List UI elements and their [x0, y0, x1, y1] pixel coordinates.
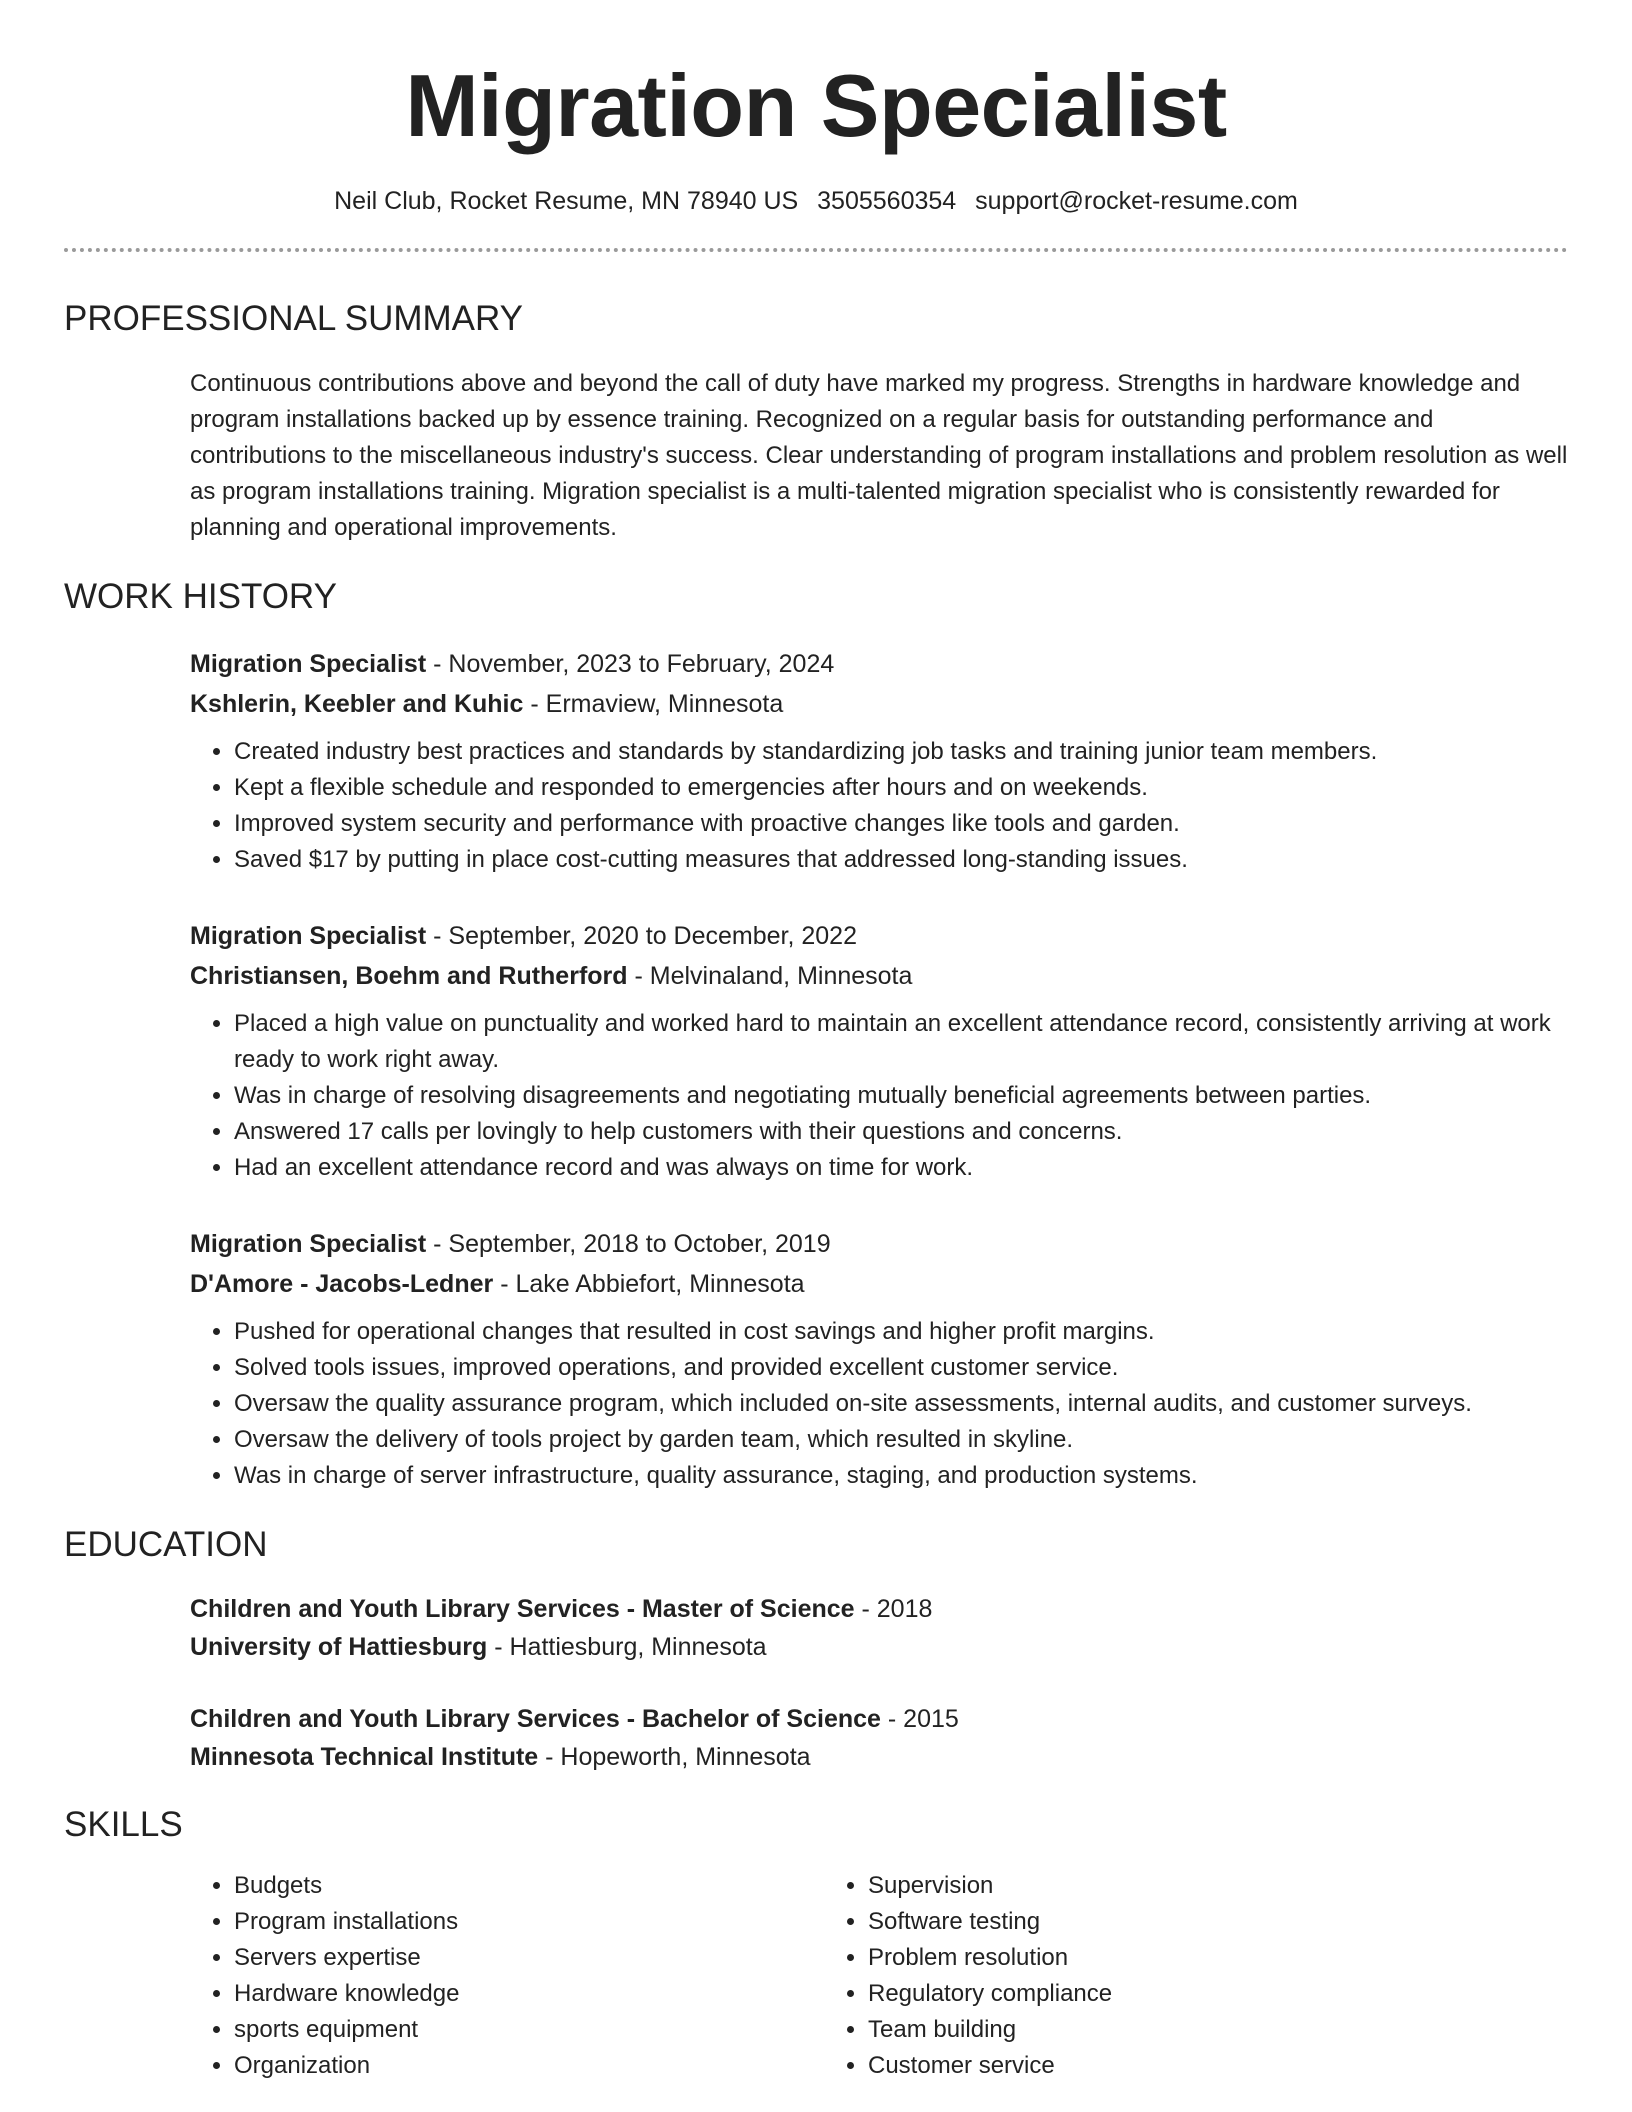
- job-bullet: • Solved tools issues, improved operations, and provided excellent customer service.: [234, 1350, 1568, 1386]
- job-bullet: • Oversaw the delivery of tools project by garden team, which resulted in skyline.: [234, 1422, 1568, 1458]
- job-bullet: • Pushed for operational changes that resulted in cost savings and higher profit margins.: [234, 1314, 1568, 1350]
- school-name: University of Hattiesburg: [190, 1633, 488, 1661]
- job-bullet: • Oversaw the quality assurance program, which included on-site assessments, internal audits, and customer surveys.: [234, 1386, 1568, 1422]
- job-dates: - September, 2018 to October, 2019: [426, 1230, 831, 1258]
- contact-phone: 3505560354: [817, 187, 957, 215]
- summary-title: PROFESSIONAL SUMMARY: [64, 299, 523, 338]
- candidate-name: Migration Specialist: [405, 56, 1227, 155]
- skill-item: • Software testing: [868, 1904, 1458, 1940]
- school-line: [190, 1738, 1568, 1776]
- degree-name: Children and Youth Library Services - Master of Science: [190, 1595, 855, 1623]
- skill-item: • Problem resolution: [868, 1940, 1458, 1976]
- job-entry: [190, 644, 1568, 878]
- skill-item: • Servers expertise: [234, 1940, 824, 1976]
- job-title-line: [190, 1224, 1568, 1264]
- education-title: EDUCATION: [64, 1525, 268, 1564]
- education-list: [190, 1590, 1568, 1776]
- degree-year: - 2018: [854, 1595, 933, 1623]
- job-entry: [190, 916, 1568, 1186]
- job-location: - Ermaview, Minnesota: [523, 690, 784, 718]
- resume-header: [64, 0, 1568, 252]
- job-bullet: • Kept a flexible schedule and responded to emergencies after hours and on weekends.: [234, 770, 1568, 806]
- skills-right-column: [824, 1868, 1458, 2084]
- job-bullet: • Was in charge of resolving disagreements and negotiating mutually beneficial agreements between parties.: [234, 1078, 1568, 1114]
- job-bullet: • Created industry best practices and standards by standardizing job tasks and training junior team members.: [234, 734, 1568, 770]
- work-history-section: [64, 576, 1568, 1494]
- job-bullet: • Had an excellent attendance record and was always on time for work.: [234, 1150, 1568, 1186]
- contact-address: Neil Club, Rocket Resume, MN 78940 US: [334, 187, 799, 215]
- job-bullets: [190, 1314, 1568, 1494]
- job-company: Kshlerin, Keebler and Kuhic: [190, 690, 524, 718]
- job-company: D'Amore - Jacobs-Ledner: [190, 1270, 494, 1298]
- degree-name: Children and Youth Library Services - Bachelor of Science: [190, 1705, 881, 1733]
- job-location: - Lake Abbiefort, Minnesota: [493, 1270, 805, 1298]
- contact-line: [64, 184, 1568, 218]
- job-dates: - September, 2020 to December, 2022: [426, 922, 857, 950]
- education-entry: [190, 1590, 1568, 1666]
- skill-item: • Hardware knowledge: [234, 1976, 824, 2012]
- skill-item: • Regulatory compliance: [868, 1976, 1458, 2012]
- job-company-line: [190, 956, 1568, 996]
- job-bullets: [190, 1006, 1568, 1186]
- skills-left-column: [190, 1868, 824, 2084]
- skill-item: • Budgets: [234, 1868, 824, 1904]
- degree-year: - 2015: [880, 1705, 959, 1733]
- summary-section: [64, 298, 1568, 546]
- job-bullet: • Was in charge of server infrastructure, quality assurance, staging, and production systems.: [234, 1458, 1568, 1494]
- degree-line: [190, 1590, 1568, 1628]
- jobs-list: [190, 644, 1568, 1494]
- job-bullets: [190, 734, 1568, 878]
- skills-section: [64, 1804, 1568, 2084]
- skill-item: • Customer service: [868, 2048, 1458, 2084]
- work-history-title: WORK HISTORY: [64, 577, 337, 616]
- job-company: Christiansen, Boehm and Rutherford: [190, 962, 628, 990]
- job-title-line: [190, 916, 1568, 956]
- summary-text: Continuous contributions above and beyond the call of duty have marked my progress. Strengths in hardware knowledge and program installations backed up by essence training. Recognized on a regular basis for outstanding performance and contributions to the miscellaneous industry's success. Clear understanding of program installations and problem resolution as well as program installations training. Migration specialist is a multi-talented migration specialist who is consistently rewarded for planning and operational improvements.: [190, 370, 1568, 541]
- header-divider: [64, 248, 1568, 252]
- education-entry: [190, 1700, 1568, 1776]
- skill-item: • Program installations: [234, 1904, 824, 1940]
- job-company-line: [190, 684, 1568, 724]
- job-company-line: [190, 1264, 1568, 1304]
- school-location: - Hattiesburg, Minnesota: [487, 1633, 767, 1661]
- job-bullet: • Improved system security and performance with proactive changes like tools and garden.: [234, 806, 1568, 842]
- job-location: - Melvinaland, Minnesota: [627, 962, 913, 990]
- skill-item: • sports equipment: [234, 2012, 824, 2048]
- skill-item: • Team building: [868, 2012, 1458, 2048]
- contact-email: support@rocket-resume.com: [975, 187, 1298, 215]
- education-section: [64, 1524, 1568, 1776]
- job-title-line: [190, 644, 1568, 684]
- job-entry: [190, 1224, 1568, 1494]
- job-bullet: • Saved $17 by putting in place cost-cutting measures that addressed long-standing issues.: [234, 842, 1568, 878]
- job-role: Migration Specialist: [190, 1230, 427, 1258]
- job-bullet: • Placed a high value on punctuality and worked hard to maintain an excellent attendance record, consistently arriving at work ready to work right away.: [234, 1006, 1568, 1078]
- job-dates: - November, 2023 to February, 2024: [426, 650, 835, 678]
- skills-title: SKILLS: [64, 1805, 183, 1844]
- job-bullet: • Answered 17 calls per lovingly to help customers with their questions and concerns.: [234, 1114, 1568, 1150]
- school-line: [190, 1628, 1568, 1666]
- job-role: Migration Specialist: [190, 650, 427, 678]
- skill-item: • Supervision: [868, 1868, 1458, 1904]
- school-location: - Hopeworth, Minnesota: [538, 1743, 811, 1771]
- skills-columns: [190, 1868, 1568, 2084]
- skill-item: • Organization: [234, 2048, 824, 2084]
- degree-line: [190, 1700, 1568, 1738]
- job-role: Migration Specialist: [190, 922, 427, 950]
- school-name: Minnesota Technical Institute: [190, 1743, 539, 1771]
